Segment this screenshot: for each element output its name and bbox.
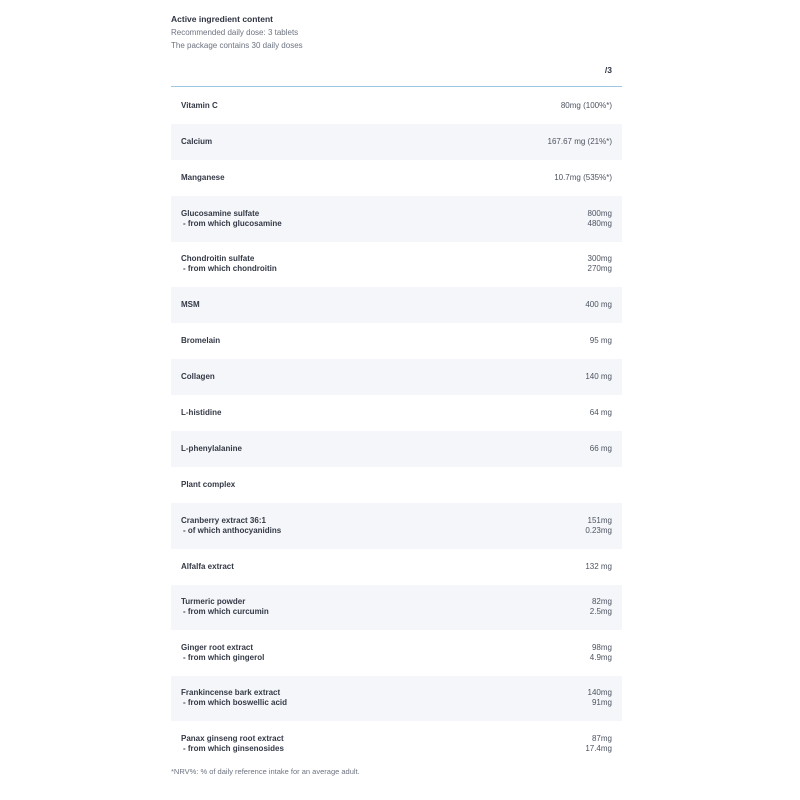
ingredient-name — [181, 480, 235, 490]
ingredient-amount — [585, 562, 612, 572]
ingredient-amount — [590, 643, 612, 663]
table-row — [171, 287, 622, 323]
ingredient-sub-label: - from which boswellic acid — [183, 698, 288, 708]
daily-dose-text: Recommended daily dose: 3 tablets — [171, 28, 299, 37]
ingredient-amount — [590, 408, 612, 418]
ingredient-amount — [590, 444, 612, 454]
ingredient-name — [181, 254, 277, 274]
amount-value: 80mg (100%*) — [560, 101, 612, 110]
table-row — [171, 359, 622, 395]
amount-value: 140 mg — [585, 372, 612, 381]
amount-sub-value: 480mg — [587, 218, 612, 228]
ingredient-label: Ginger root extract — [181, 642, 254, 652]
table-row — [171, 630, 622, 676]
package-doses-text: The package contains 30 daily doses — [171, 41, 303, 50]
ingredient-name — [181, 444, 242, 454]
ingredient-name — [181, 101, 218, 111]
column-header-dose: /3 — [604, 65, 612, 75]
amount-value: 64 mg — [589, 408, 612, 417]
ingredient-label: MSM — [181, 300, 200, 309]
table-row — [171, 395, 622, 431]
amount-value: 95 mg — [589, 336, 612, 345]
amount-value: 151mg — [587, 515, 612, 525]
amount-value: 87mg — [591, 733, 612, 743]
amount-value: 140mg — [587, 688, 612, 698]
ingredient-name — [181, 597, 269, 617]
ingredient-label: Glucosamine sulfate — [181, 208, 260, 218]
amount-sub-value: 91mg — [591, 698, 612, 708]
ingredient-label: Cranberry extract 36:1 — [181, 515, 266, 525]
amount-sub-value: 2.5mg — [589, 607, 612, 617]
ingredient-amount — [585, 734, 612, 754]
ingredient-sub-label: - from which gingerol — [183, 652, 265, 662]
ingredient-name — [181, 372, 215, 382]
table-row — [171, 88, 622, 124]
ingredient-label: Plant complex — [181, 480, 236, 489]
table-row — [171, 431, 622, 467]
ingredient-label: Alfalfa extract — [181, 561, 234, 571]
amount-value: 66 mg — [589, 444, 612, 453]
amount-sub-value: 17.4mg — [585, 743, 612, 753]
ingredient-sub-label: - from which ginsenosides — [183, 743, 284, 753]
section-title: Active ingredient content — [171, 14, 274, 24]
ingredient-label: Calcium — [181, 137, 213, 146]
ingredient-amount — [561, 101, 612, 111]
table-row — [171, 676, 622, 722]
ingredient-label: Manganese — [181, 173, 225, 182]
table-row — [171, 124, 622, 160]
table-row — [171, 160, 622, 196]
table-row — [171, 585, 622, 631]
ingredient-amount — [548, 137, 612, 147]
amount-sub-value: 0.23mg — [585, 525, 612, 535]
ingredient-label: Frankincense bark extract — [181, 688, 281, 698]
ingredient-name — [181, 408, 221, 418]
ingredient-amount — [590, 597, 612, 617]
ingredient-amount — [588, 209, 612, 229]
ingredient-sub-label: - from which chondroitin — [183, 264, 277, 274]
ingredient-name — [181, 137, 212, 147]
ingredient-name — [181, 336, 220, 346]
ingredient-label: Collagen — [181, 372, 215, 381]
table-row — [171, 196, 622, 242]
ingredient-name — [181, 173, 225, 183]
amount-value: 167.67 mg (21%*) — [547, 137, 612, 146]
ingredient-amount — [585, 516, 612, 536]
ingredient-sub-label: - of which anthocyanidins — [183, 525, 282, 535]
amount-value: 400 mg — [585, 300, 612, 309]
ingredient-name — [181, 300, 200, 310]
ingredient-name — [181, 734, 284, 754]
ingredient-sub-label: - from which glucosamine — [183, 218, 282, 228]
ingredient-label: L-phenylalanine — [181, 444, 242, 453]
table-row — [171, 503, 622, 549]
ingredient-label: Vitamin C — [181, 101, 218, 110]
table-row — [171, 467, 622, 503]
ingredient-label: Turmeric powder — [181, 597, 246, 607]
ingredient-name — [181, 643, 264, 663]
table-row — [171, 721, 622, 767]
amount-value: 10.7mg (535%*) — [554, 173, 612, 182]
ingredient-sub-label: - from which curcumin — [183, 607, 269, 617]
ingredient-label: Bromelain — [181, 336, 221, 345]
ingredient-label: Panax ginseng root extract — [181, 733, 284, 743]
ingredient-name — [181, 562, 234, 572]
ingredient-amount — [554, 173, 612, 183]
ingredient-name — [181, 209, 282, 229]
ingredient-name — [181, 516, 281, 536]
ingredient-amount — [585, 300, 612, 310]
amount-value: 800mg — [587, 208, 612, 218]
amount-sub-value: 4.9mg — [589, 652, 612, 662]
ingredient-name — [181, 688, 287, 708]
amount-sub-value: 270mg — [587, 264, 612, 274]
ingredient-label: Chondroitin sulfate — [181, 254, 255, 264]
table-row — [171, 549, 622, 585]
table-row — [171, 323, 622, 359]
ingredient-amount — [588, 688, 612, 708]
amount-value: 82mg — [591, 597, 612, 607]
ingredient-amount — [585, 372, 612, 382]
amount-value: 132 mg — [585, 561, 612, 571]
header-divider — [171, 86, 622, 87]
ingredient-label: L-histidine — [181, 408, 222, 417]
footnote: *NRV%: % of daily reference intake for an average adult. — [171, 767, 360, 776]
ingredient-amount — [588, 254, 612, 274]
amount-value: 300mg — [587, 254, 612, 264]
table-row — [171, 242, 622, 288]
ingredient-amount — [590, 336, 612, 346]
amount-value: 98mg — [591, 642, 612, 652]
